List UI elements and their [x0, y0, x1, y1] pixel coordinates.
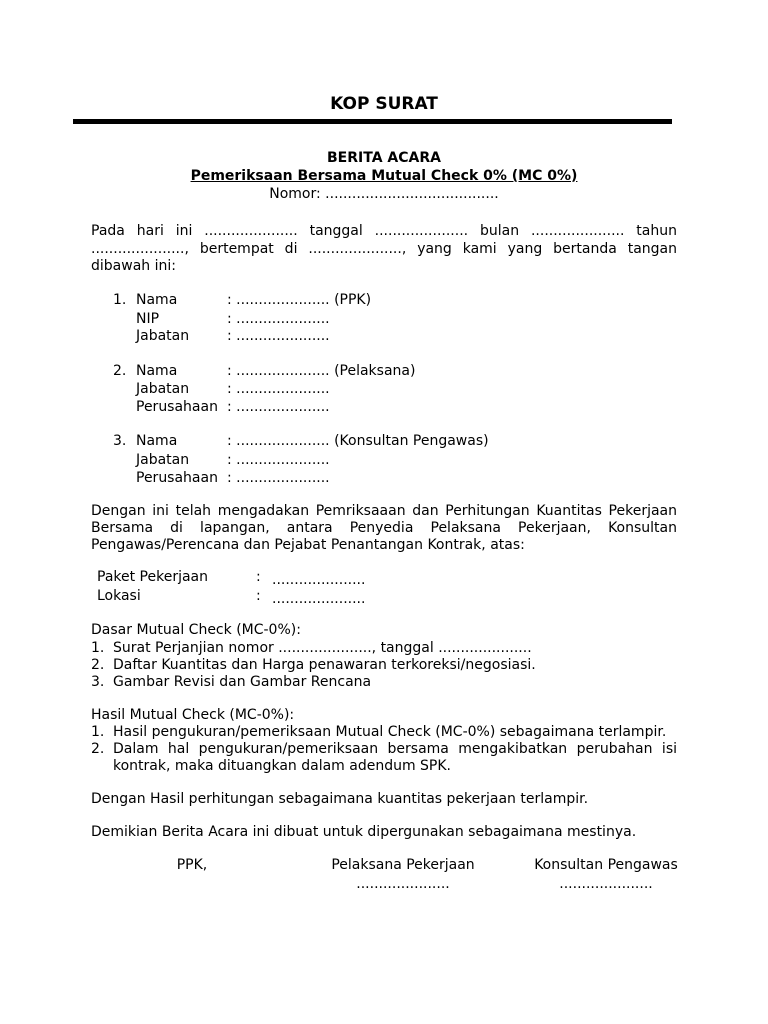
- signature-role-konsultan: Konsultan Pengawas: [534, 857, 678, 873]
- list-item-line-2: kontrak, maka dituangkan dalam adendum SPK.: [113, 758, 452, 774]
- field-label: Perusahaan: [136, 470, 218, 486]
- list-number: 3.: [91, 674, 105, 690]
- field-label: Jabatan: [136, 381, 190, 397]
- signature-role-pelaksana: Pelaksana Pekerjaan: [331, 857, 475, 873]
- intro-line-1: Pada hari ini ..................... tanggal ..................... bulan ..................... tahun: [91, 223, 677, 239]
- list-item: Daftar Kuantitas dan Harga penawaran terkoreksi/negosiasi.: [113, 657, 536, 673]
- document-title: BERITA ACARA: [327, 150, 441, 166]
- closing-line-1: Dengan Hasil perhitungan sebagaimana kuantitas pekerjaan terlampir.: [91, 791, 589, 807]
- list-item-line-1: Dalam hal pengukuran/pemeriksaan bersama mengakibatkan perubahan isi: [113, 741, 677, 757]
- signature-name-konsultan: .....................: [559, 876, 653, 892]
- person-number: 1.: [113, 292, 127, 308]
- list-number: 2.: [91, 741, 105, 757]
- field-value: : ..................... (Konsultan Pengawas): [227, 433, 489, 449]
- location-value: .....................: [272, 591, 366, 607]
- statement-line-3: Pengawas/Perencana dan Pejabat Penantangan Kontrak, atas:: [91, 537, 525, 553]
- statement-line-1: Dengan ini telah mengadakan Pemriksaaan dan Perhitungan Kuantitas Pekerjaan: [91, 503, 677, 519]
- field-value: : ..................... (PPK): [227, 292, 372, 308]
- field-label: NIP: [136, 311, 160, 327]
- letterhead-title: KOP SURAT: [330, 94, 438, 114]
- package-colon: :: [256, 569, 261, 585]
- list-number: 1.: [91, 640, 105, 656]
- person-number: 3.: [113, 433, 127, 449]
- dasar-heading: Dasar Mutual Check (MC-0%):: [91, 622, 301, 638]
- field-value: : .....................: [227, 311, 330, 327]
- field-label: Nama: [136, 363, 178, 379]
- list-number: 2.: [91, 657, 105, 673]
- letterhead-divider: [73, 119, 672, 124]
- field-value: : ..................... (Pelaksana): [227, 363, 416, 379]
- location-label: Lokasi: [97, 588, 141, 604]
- field-value: : .....................: [227, 381, 330, 397]
- package-value: .....................: [272, 572, 366, 588]
- list-item: Surat Perjanjian nomor ....................., tanggal .....................: [113, 640, 532, 656]
- closing-line-2: Demikian Berita Acara ini dibuat untuk dipergunakan sebagaimana mestinya.: [91, 824, 637, 840]
- intro-line-2: ....................., bertempat di ....................., yang kami yang bertanda tangan: [91, 241, 677, 257]
- package-label: Paket Pekerjaan: [97, 569, 209, 585]
- signature-name-pelaksana: .....................: [356, 876, 450, 892]
- list-item: Hasil pengukuran/pemeriksaan Mutual Check (MC-0%) sebagaimana terlampir.: [113, 724, 667, 740]
- list-item: Gambar Revisi dan Gambar Rencana: [113, 674, 372, 690]
- person-number: 2.: [113, 363, 127, 379]
- field-label: Nama: [136, 292, 178, 308]
- field-label: Nama: [136, 433, 178, 449]
- field-value: : .....................: [227, 399, 330, 415]
- field-value: : .....................: [227, 452, 330, 468]
- field-label: Jabatan: [136, 328, 190, 344]
- list-number: 1.: [91, 724, 105, 740]
- signature-role-ppk: PPK,: [176, 857, 208, 873]
- hasil-heading: Hasil Mutual Check (MC-0%):: [91, 707, 295, 723]
- field-label: Perusahaan: [136, 399, 218, 415]
- location-colon: :: [256, 588, 261, 604]
- field-label: Jabatan: [136, 452, 190, 468]
- field-value: : .....................: [227, 470, 330, 486]
- document-subtitle: Pemeriksaan Bersama Mutual Check 0% (MC 0%): [190, 168, 578, 184]
- intro-line-3: dibawah ini:: [91, 258, 176, 274]
- statement-line-2: Bersama di lapangan, antara Penyedia Pelaksana Pekerjaan, Konsultan: [91, 520, 677, 536]
- field-value: : .....................: [227, 328, 330, 344]
- document-number: Nomor: .......................................: [269, 186, 499, 202]
